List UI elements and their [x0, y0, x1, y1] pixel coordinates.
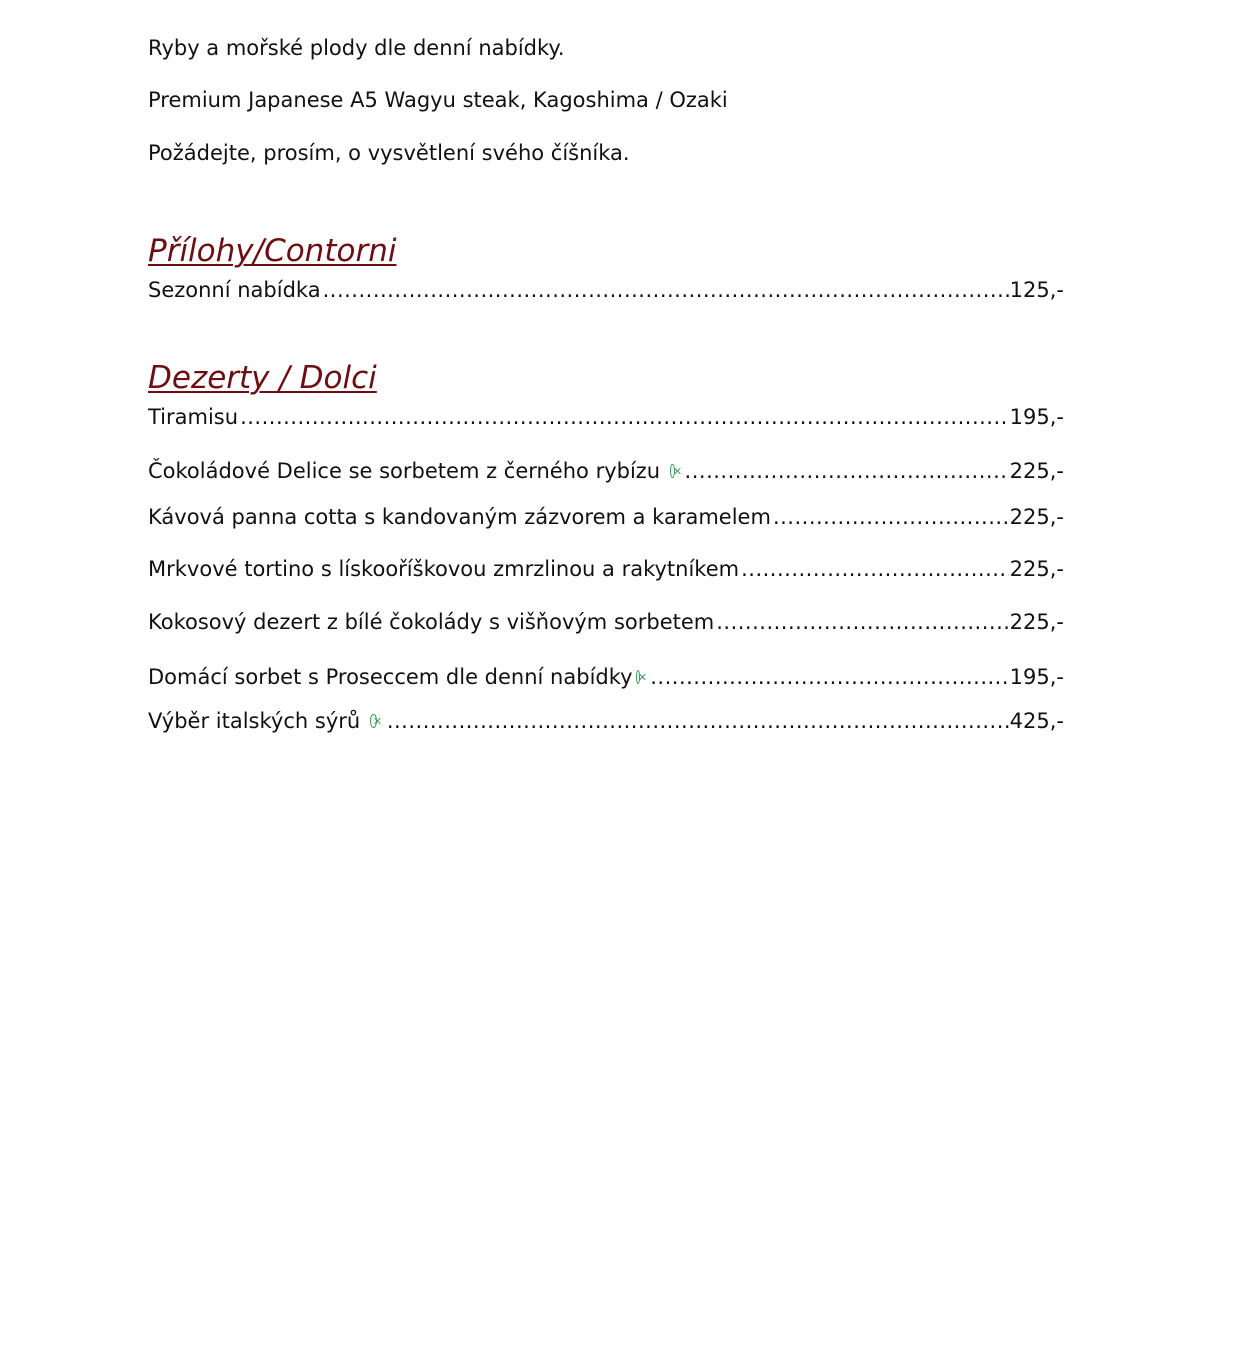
- menu-item-name: Čokoládové Delice se sorbetem z černého rybízu: [148, 459, 661, 483]
- dot-leader: [773, 502, 1009, 532]
- section-title-sides: Přílohy/Contorni: [148, 233, 397, 269]
- menu-item-price: 225,-: [1009, 610, 1064, 634]
- dot-leader: [387, 706, 1009, 736]
- menu-item-row: [148, 607, 1064, 637]
- menu-item-name: Mrkvové tortino s lískooříškovou zmrzlinou a rakytníkem: [148, 557, 740, 581]
- dot-leader: [323, 275, 1009, 305]
- menu-item-name: Kokosový dezert z bílé čokolády s višňovým sorbetem: [148, 610, 715, 634]
- menu-item-price: 125,-: [1009, 278, 1064, 302]
- menu-item-name: Výběr italských sýrů: [148, 709, 361, 733]
- menu-item-row: [148, 502, 1064, 532]
- intro-line-fish: Ryby a mořské plody dle denní nabídky.: [148, 36, 565, 60]
- menu-item-row: [148, 275, 1064, 305]
- menu-item-row: [148, 706, 1064, 736]
- menu-item-price: 195,-: [1009, 665, 1064, 689]
- menu-item-name: Tiramisu: [148, 405, 239, 429]
- intro-line-wagyu: Premium Japanese A5 Wagyu steak, Kagoshima / Ozaki: [148, 88, 728, 112]
- vegetarian-icon: [370, 714, 377, 728]
- menu-item-name: Domácí sorbet s Proseccem dle denní nabídky: [148, 665, 633, 689]
- menu-item-row: [148, 554, 1064, 584]
- menu-item-price: 195,-: [1009, 405, 1064, 429]
- menu-item-name: Kávová panna cotta s kandovaným zázvorem a karamelem: [148, 505, 771, 529]
- dot-leader: [240, 402, 1009, 432]
- menu-item-price: 225,-: [1009, 557, 1064, 581]
- vegetarian-icon: [670, 464, 674, 478]
- menu-item-row: [148, 402, 1064, 432]
- intro-line-waiter: Požádejte, prosím, o vysvětlení svého číšníka.: [148, 141, 630, 165]
- dot-leader: [716, 607, 1008, 637]
- dot-leader: [741, 554, 1009, 584]
- menu-item-price: 225,-: [1009, 459, 1064, 483]
- vegetarian-icon: [636, 670, 641, 684]
- dot-leader: [650, 662, 1008, 692]
- dot-leader: [685, 456, 1009, 486]
- menu-item-name: Sezonní nabídka: [148, 278, 321, 302]
- menu-item-price: 425,-: [1009, 709, 1064, 733]
- menu-item-row: [148, 662, 1064, 692]
- menu-item-price: 225,-: [1009, 505, 1064, 529]
- section-title-desserts: Dezerty / Dolci: [148, 360, 377, 396]
- menu-item-row: [148, 456, 1064, 486]
